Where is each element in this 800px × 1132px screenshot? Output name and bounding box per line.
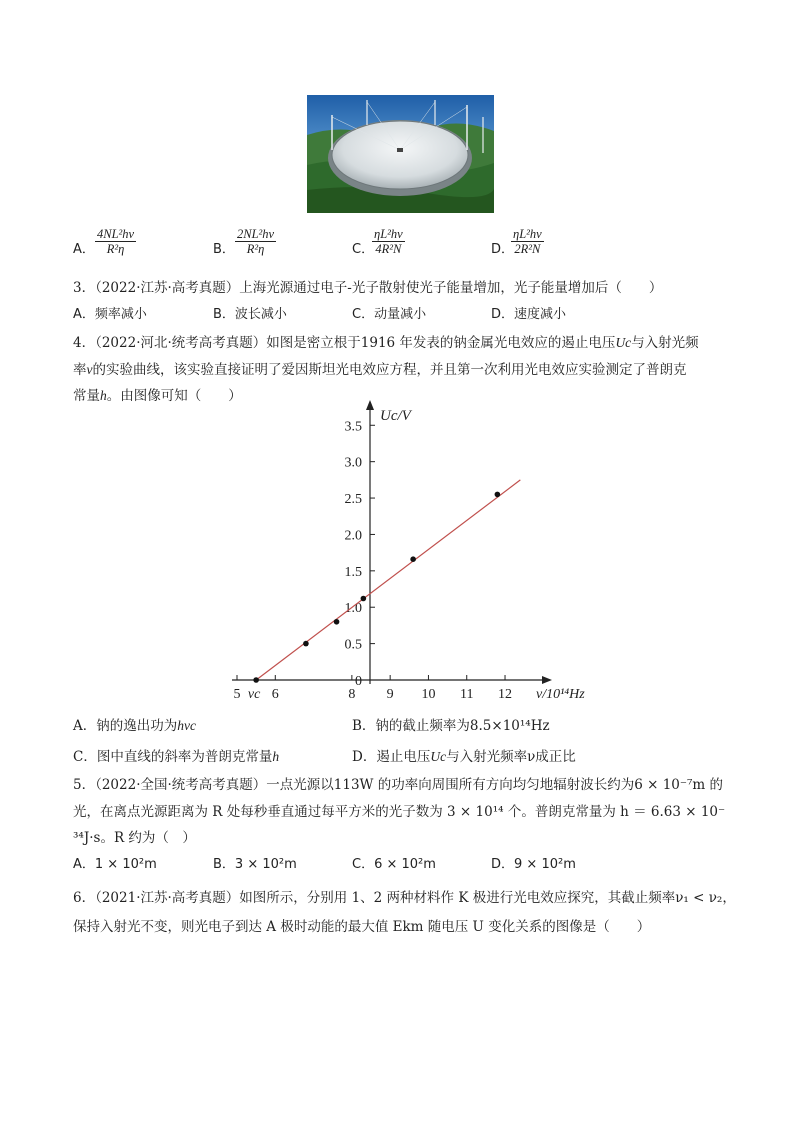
y-axis-label: Uc/V xyxy=(380,408,411,424)
y-tick-label: 3.5 xyxy=(344,419,362,435)
q4-option-d-tail: 与入射光频率ν成正比 xyxy=(446,749,576,765)
q4-stem-uc-symbol: Uc xyxy=(615,335,632,350)
q4-option-b-value: 8.5×10¹⁴Hz xyxy=(469,718,550,734)
q4-stem-nu-symbol: ν xyxy=(86,362,93,377)
q2-option-a-num: 4NL²hν xyxy=(97,227,135,241)
q4-stem-line3-b: 。由图像可知（ ） xyxy=(106,388,242,404)
x-tick-label: 8 xyxy=(348,687,356,700)
x-tick-label: 6 xyxy=(271,687,279,700)
q2-option-d-num: ηL²hν xyxy=(513,227,542,241)
q4-option-c-text: C．图中直线的斜率为普朗克常量 xyxy=(73,749,273,765)
x-tick-label: 9 xyxy=(386,687,394,700)
data-point xyxy=(495,492,501,498)
y-tick-label: 2.0 xyxy=(344,528,362,544)
q4-option-a-text: A．钠的逸出功为 xyxy=(73,718,178,734)
x-tick-label: 12 xyxy=(498,687,513,700)
x-tick-label: 11 xyxy=(459,687,474,700)
y-axis-arrow xyxy=(366,400,374,410)
q2-option-c-den: 4R²N xyxy=(375,242,402,256)
q4-option-c xyxy=(73,745,279,765)
q2-option-d-formula xyxy=(511,227,544,256)
x-axis-arrow xyxy=(542,676,552,684)
x-tick-label-nu-c: νc xyxy=(247,687,261,700)
q3-option-a: A．频率减小 xyxy=(73,307,147,322)
q4-stem-h-symbol: h xyxy=(100,388,107,403)
q4-stem-line3 xyxy=(73,384,242,404)
q4-option-a xyxy=(73,714,196,734)
q4-option-a-symbol: hνc xyxy=(177,718,196,733)
q2-option-a-letter: A． xyxy=(73,242,95,257)
y-tick-label: 0.5 xyxy=(344,637,362,653)
fit-line xyxy=(256,480,520,680)
q3-option-b: B．波长减小 xyxy=(213,307,287,322)
q4-option-b xyxy=(352,714,550,734)
data-point xyxy=(303,641,309,647)
uc-vs-frequency-chart xyxy=(220,400,620,700)
y-tick-label: 1.5 xyxy=(344,564,362,580)
q4-stem-line1-b: 与入射光频 xyxy=(631,335,699,351)
x-axis-label: ν/10¹⁴Hz xyxy=(536,687,585,700)
q2-option-c-num: ηL²hν xyxy=(374,227,403,241)
q3-option-c: C．动量减小 xyxy=(352,307,427,322)
q4-option-d-symbol: Uc xyxy=(430,749,447,764)
q2-option-c-formula xyxy=(372,227,405,256)
x-tick-label: 5 xyxy=(233,687,241,700)
q2-option-b-den: R²η xyxy=(246,242,265,256)
q2-option-d-den: 2R²N xyxy=(514,242,541,256)
q4-option-d xyxy=(352,745,576,765)
q5-stem-line3: ³⁴J·s。R 约为（ ） xyxy=(73,830,196,846)
y-tick-label: 1.0 xyxy=(344,601,362,617)
data-point xyxy=(361,596,367,602)
q4-option-c-symbol: h xyxy=(272,749,280,764)
q2-option-a-formula xyxy=(95,227,136,256)
q4-stem-line2 xyxy=(73,358,687,378)
q3-option-d: D．速度减小 xyxy=(491,307,567,322)
telescope-photo xyxy=(307,95,494,213)
q2-option-b-letter: B． xyxy=(213,242,235,257)
q4-option-b-text: B．钠的截止频率为 xyxy=(352,718,470,734)
q5-option-c: C．6 × 10²m xyxy=(352,857,436,872)
q6-stem-line1: 6．（2021·江苏·高考真题）如图所示，分别用 1、2 两种材料作 K 极进行光电效应探究，其截止频率ν₁ < ν₂， xyxy=(73,890,736,906)
q2-option-b-formula xyxy=(235,227,276,256)
q3-stem: 3．（2022·江苏·高考真题）上海光源通过电子-光子散射使光子能量增加，光子能量增加后（ ） xyxy=(73,280,663,296)
q5-option-d: D．9 × 10²m xyxy=(491,857,576,872)
q2-option-d-letter: D． xyxy=(491,242,515,257)
data-point xyxy=(253,677,259,683)
q4-stem-line1 xyxy=(73,331,699,351)
q4-stem-line1-a: 4．（2022·河北·统考高考真题）如图是密立根于1916 年发表的钠金属光电效应的遏止电压 xyxy=(73,335,616,351)
q5-option-b: B．3 × 10²m xyxy=(213,857,297,872)
q2-option-a-den: R²η xyxy=(106,242,125,256)
q6-stem-line2: 保持入射光不变，则光电子到达 A 极时动能的最大值 Ekm 随电压 U 变化关系的图像是（ ） xyxy=(73,919,651,935)
q4-stem-line3-a: 常量 xyxy=(73,388,100,404)
y-tick-label: 2.5 xyxy=(344,492,362,508)
x-tick-label: 10 xyxy=(421,687,436,700)
q5-stem-line2: 光，在离点光源距离为 R 处每秒垂直通过每平方米的光子数为 3 × 10¹⁴ 个。普朗克常量为 h ＝ 6.63 × 10⁻ xyxy=(73,804,726,820)
q4-option-d-text: D．遏止电压 xyxy=(352,749,431,765)
q4-stem-line2-b: 的实验曲线，该实验直接证明了爱因斯坦光电效应方程，并且第一次利用光电效应实验测定了普朗克 xyxy=(92,362,687,378)
q2-option-c-letter: C． xyxy=(352,242,375,257)
q5-option-a: A．1 × 10²m xyxy=(73,857,157,872)
q4-stem-line2-a: 率 xyxy=(73,362,87,378)
q5-stem-line1: 5．（2022·全国·统考高考真题）一点光源以113W 的功率向周围所有方向均匀地辐射波长约为6 × 10⁻⁷m 的 xyxy=(73,777,724,793)
data-point xyxy=(410,556,416,562)
data-point xyxy=(334,619,340,625)
y-tick-label: 0 xyxy=(355,674,362,689)
y-tick-label: 3.0 xyxy=(344,455,362,471)
q2-option-b-num: 2NL²hν xyxy=(237,227,275,241)
